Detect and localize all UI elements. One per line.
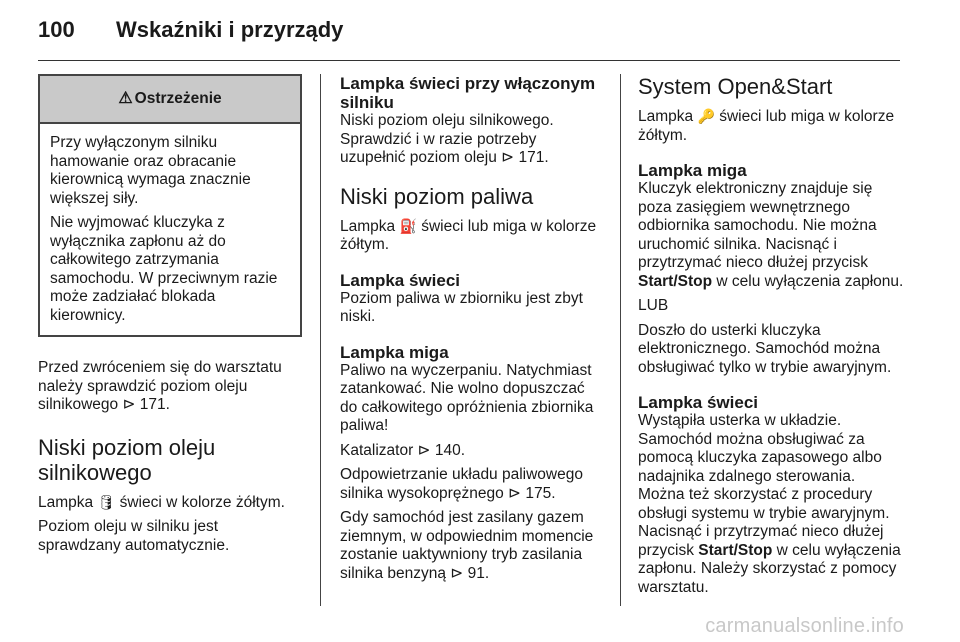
column-2 xyxy=(340,74,604,589)
page-title: Wskaźniki i przyrządy xyxy=(116,17,344,42)
fuel-lit-heading: Lampka świeci xyxy=(340,270,461,290)
warning-icon: ⚠ xyxy=(118,89,133,107)
or-text: LUB xyxy=(638,297,669,314)
column-1 xyxy=(38,74,302,561)
warning-body xyxy=(40,124,300,335)
catalyst-text: Katalizator ⊳ 140. xyxy=(340,441,466,459)
page-header xyxy=(0,0,960,58)
gas-text: Gdy samochód jest zasilany gazem ziemnym, w odpowiednim momencie zostanie uaktywniony tryb zasilania silnika benzyną ⊳ 91. xyxy=(340,509,594,582)
warning-header xyxy=(40,76,300,124)
oil-lamp-text: Lampka 🛢 świeci w kolorze żółtym. xyxy=(38,493,285,511)
key-blink-heading: Lampka miga xyxy=(638,161,747,180)
oil-can-icon: 🛢 xyxy=(97,493,116,510)
low-oil-heading: Niski poziom oleju silnikowego xyxy=(38,434,216,485)
low-fuel-heading: Niski poziom paliwa xyxy=(340,183,534,209)
fuel-blink-heading: Lampka miga xyxy=(340,342,449,362)
open-start-lamp-text: Lampka 🔑 świeci lub miga w kolorze żółtym. xyxy=(638,108,895,144)
watermark: carmanualsonline.info xyxy=(705,615,904,637)
key-icon: 🔑 xyxy=(697,108,715,124)
key-fault-text: Doszło do usterki kluczyka elektronicznego. Samochód można obsługiwać tylko w trybie awaryjnym. xyxy=(638,321,892,376)
bleed-text: Odpowietrzanie układu paliwowego silnika wysokoprężnego ⊳ 175. xyxy=(340,466,583,502)
warning-text-2: Nie wyjmować kluczyka z wyłącznika zapłonu aż do całkowitego zatrzymania samochodu. W przeciwnym razie może zadziałać blokada kierownicy. xyxy=(50,214,278,324)
header-rule xyxy=(38,60,900,61)
column-3 xyxy=(638,74,904,603)
warning-text-1: Przy wyłączonym silniku hamowanie oraz obracanie kierownicą wymaga znacznie większej siły. xyxy=(50,134,251,207)
lamp-running-text: Niski poziom oleju silnikowego. Sprawdzić i w razie potrzeby uzupełnić poziom oleju ⊳ 171. xyxy=(340,112,554,166)
ref-arrow-icon: ⊳ xyxy=(501,149,515,166)
key-blink-text: Kluczyk elektroniczny znajduje się poza zasięgiem wewnętrznego odbiornika samochodu. Nie można uruchomić silnika. Nacisnąć i przytrzymać nieco dłużej przycisk Start/Stop w celu wyłączenia zapłonu. xyxy=(638,180,904,290)
fuel-lamp-text: Lampka ⛽ świeci lub miga w kolorze żółtym. xyxy=(340,217,597,253)
key-lit-text: Wystąpiła usterka w układzie. Samochód można obsługiwać za pomocą kluczyka zapasowego albo nadajnika zdalnego sterowania. Można też skorzystać z procedury obsługi systemu w trybie awaryjnym. Nacisnąć i przytrzymać nieco dłużej przycisk Start/Stop w celu wyłączenia zapłonu. Należy skorzystać z pomocy warsztatu. xyxy=(638,412,901,596)
column-divider-2 xyxy=(620,74,621,606)
ref-arrow-icon: ⊳ xyxy=(417,441,431,459)
fuel-pump-icon: ⛽ xyxy=(399,217,417,234)
fuel-lit-text: Poziom paliwa w zbiorniku jest zbyt niski. xyxy=(340,289,583,325)
column-divider-1 xyxy=(320,74,321,606)
ref-arrow-icon: ⊳ xyxy=(508,484,522,502)
ref-arrow-icon: ⊳ xyxy=(122,396,136,413)
before-workshop-text: Przed zwróceniem się do warsztatu należy sprawdzić poziom oleju silnikowego ⊳ 171. xyxy=(38,359,282,413)
warning-title: Ostrzeżenie xyxy=(134,89,222,107)
key-lit-heading: Lampka świeci xyxy=(638,393,759,412)
oil-auto-text: Poziom oleju w silniku jest sprawdzany automatycznie. xyxy=(38,518,230,554)
ref-arrow-icon: ⊳ xyxy=(450,564,464,582)
page-number: 100 xyxy=(38,17,75,42)
lamp-running-heading: Lampka świeci przy włączonym silniku xyxy=(340,74,596,112)
open-start-heading: System Open&Start xyxy=(638,74,833,99)
warning-box xyxy=(38,74,302,337)
fuel-blink-text: Paliwo na wyczerpaniu. Natychmiast zatankować. Nie wolno dopuszczać do całkowitego opróżnienia zbiornika paliwa! xyxy=(340,361,594,434)
